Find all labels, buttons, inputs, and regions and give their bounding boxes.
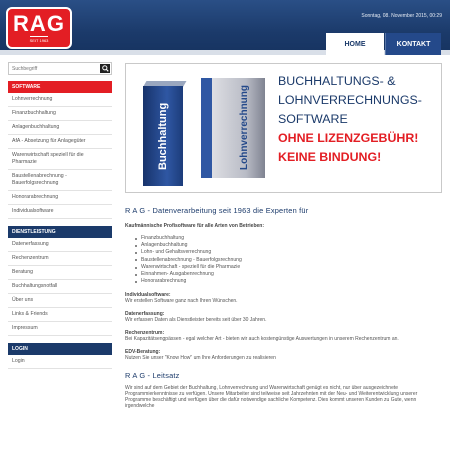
sub-title: EDV-Beratung:: [125, 349, 161, 356]
leitsatz-paragraph: Wir sind auf dem Gebiet der Buchhaltung, Lohnverrechnung und Warenwirtschaft genügt es nicht, nur über ausgezeichnete Programmierkenntnisse zu verfügen. Unsere Mitarbeiter sind teilweise seit Jahrzehnten mit der Neu- und Weiterentwicklung unserer Programme beschäftigt und verfügen über die dafür notwendige sachliche Kompetenz. Dies kommt unseren Kunden zu Gute, wenn irgendwelche: [125, 385, 418, 410]
search-icon: [102, 65, 109, 72]
sidebar-item-datenerfassung[interactable]: Datenerfassung: [8, 238, 112, 252]
sidebar-item-login[interactable]: Login: [8, 355, 112, 369]
section-rechenzentrum: [125, 330, 442, 342]
search-input[interactable]: [9, 63, 97, 74]
banner-headline: [278, 72, 422, 167]
main-content: [125, 200, 442, 409]
section-login: LOGIN: [8, 343, 112, 355]
banner-line-3: SOFTWARE: [278, 112, 348, 126]
sub-title: Individualsoftware:: [125, 292, 171, 299]
sidebar-item-lohnverrechnung[interactable]: Lohnverrechnung: [8, 93, 112, 107]
current-date: Sonntag, 08. November 2015, 00:29: [361, 13, 442, 19]
sidebar-item-buchhaltungsnotfall[interactable]: Buchhaltungsnotfall: [8, 280, 112, 294]
sidebar-item-links-friends[interactable]: Links & Friends: [8, 308, 112, 322]
sidebar-item-rechenzentrum[interactable]: Rechenzentrum: [8, 252, 112, 266]
section-individualsoftware: [125, 292, 442, 304]
sub-text: Wir erfassen Daten als Dienstleister bereits seit über 30 Jahren.: [125, 317, 267, 324]
leitsatz-heading: R A G - Leitsatz: [125, 371, 180, 381]
section-dienstleistung: DIENSTLEISTUNG: [8, 226, 112, 238]
book-lohnverrechnung-label: Lohnverrechnung: [239, 84, 250, 170]
banner-line-2: LOHNVERRECHNUNGS-: [278, 93, 422, 107]
list-item: Warenwirtschaft - speziell für die Pharmazie: [135, 264, 442, 271]
page-title: R A G - Datenverarbeitung seit 1963 die Experten für: [125, 206, 309, 215]
sub-text: Wir erstellen Software ganz nach Ihren Wünschen.: [125, 298, 238, 305]
sidebar-item-honorarabrechnung[interactable]: Honorarabrechnung: [8, 191, 112, 205]
sidebar-item-baustellenabrechnung[interactable]: Baustellenabrechnung - Bauerfolgsrechnung: [8, 170, 112, 191]
book-spine: [201, 78, 212, 178]
sidebar-item-individualsoftware[interactable]: Individualsoftware: [8, 205, 112, 219]
tab-kontakt[interactable]: KONTAKT: [385, 33, 441, 55]
banner-line-4: OHNE LIZENZGEBÜHR!: [278, 131, 419, 145]
sidebar-item-anlagenbuchhaltung[interactable]: Anlagenbuchhaltung: [8, 121, 112, 135]
banner-line-1: BUCHHALTUNGS- &: [278, 74, 396, 88]
section-datenerfassung: [125, 311, 442, 323]
list-item: Finanzbuchhaltung: [135, 235, 442, 242]
list-item: Einnahmen- Ausgabenrechnung: [135, 271, 442, 278]
logo-subtitle: SEIT 1963: [29, 38, 49, 43]
sub-text: Bei Kapazitätsengpässen - egal welcher Art - bieten wir auch kostengünstige Auswertungen in unserem Rechenzentrum an.: [125, 336, 399, 343]
sub-title: Datenerfassung:: [125, 311, 165, 318]
sub-title: Rechenzentrum:: [125, 330, 165, 337]
search-box: [8, 62, 112, 75]
section-edv-beratung: [125, 349, 442, 361]
promo-banner[interactable]: [125, 63, 442, 193]
search-button[interactable]: [100, 64, 110, 73]
sub-text: Nutzen Sie unser "Know How" um Ihre Anforderungen zu realisieren: [125, 355, 276, 362]
tab-home[interactable]: HOME: [326, 33, 384, 55]
sidebar-item-finanzbuchhaltung[interactable]: Finanzbuchhaltung: [8, 107, 112, 121]
intro-text: Kaufmännische Profisoftware für alle Arten von Betrieben:: [125, 223, 265, 229]
sidebar-item-afa[interactable]: AfA - Absetzung für Anlagegüter: [8, 135, 112, 149]
list-item: Anlagenbuchhaltung: [135, 242, 442, 249]
list-item: Baustellenabrechnung - Bauerfolgsrechnung: [135, 257, 442, 264]
book-buchhaltung-label: Buchhaltung: [157, 102, 169, 170]
sidebar-item-beratung[interactable]: Beratung: [8, 266, 112, 280]
banner-line-5: KEINE BINDUNG!: [278, 150, 382, 164]
service-list: [135, 235, 442, 285]
sidebar: [8, 62, 112, 369]
section-software: SOFTWARE: [8, 81, 112, 93]
sidebar-item-impressum[interactable]: Impressum: [8, 322, 112, 336]
list-item: Honorarabrechnung: [135, 278, 442, 285]
list-item: Lohn- und Gehaltsverrechnung: [135, 249, 442, 256]
logo-text: RAG: [13, 11, 65, 36]
sidebar-item-warenwirtschaft[interactable]: Warenwirtschaft speziell für die Pharmazie: [8, 149, 112, 170]
rag-logo[interactable]: [6, 7, 72, 49]
sidebar-item-ueber-uns[interactable]: Über uns: [8, 294, 112, 308]
